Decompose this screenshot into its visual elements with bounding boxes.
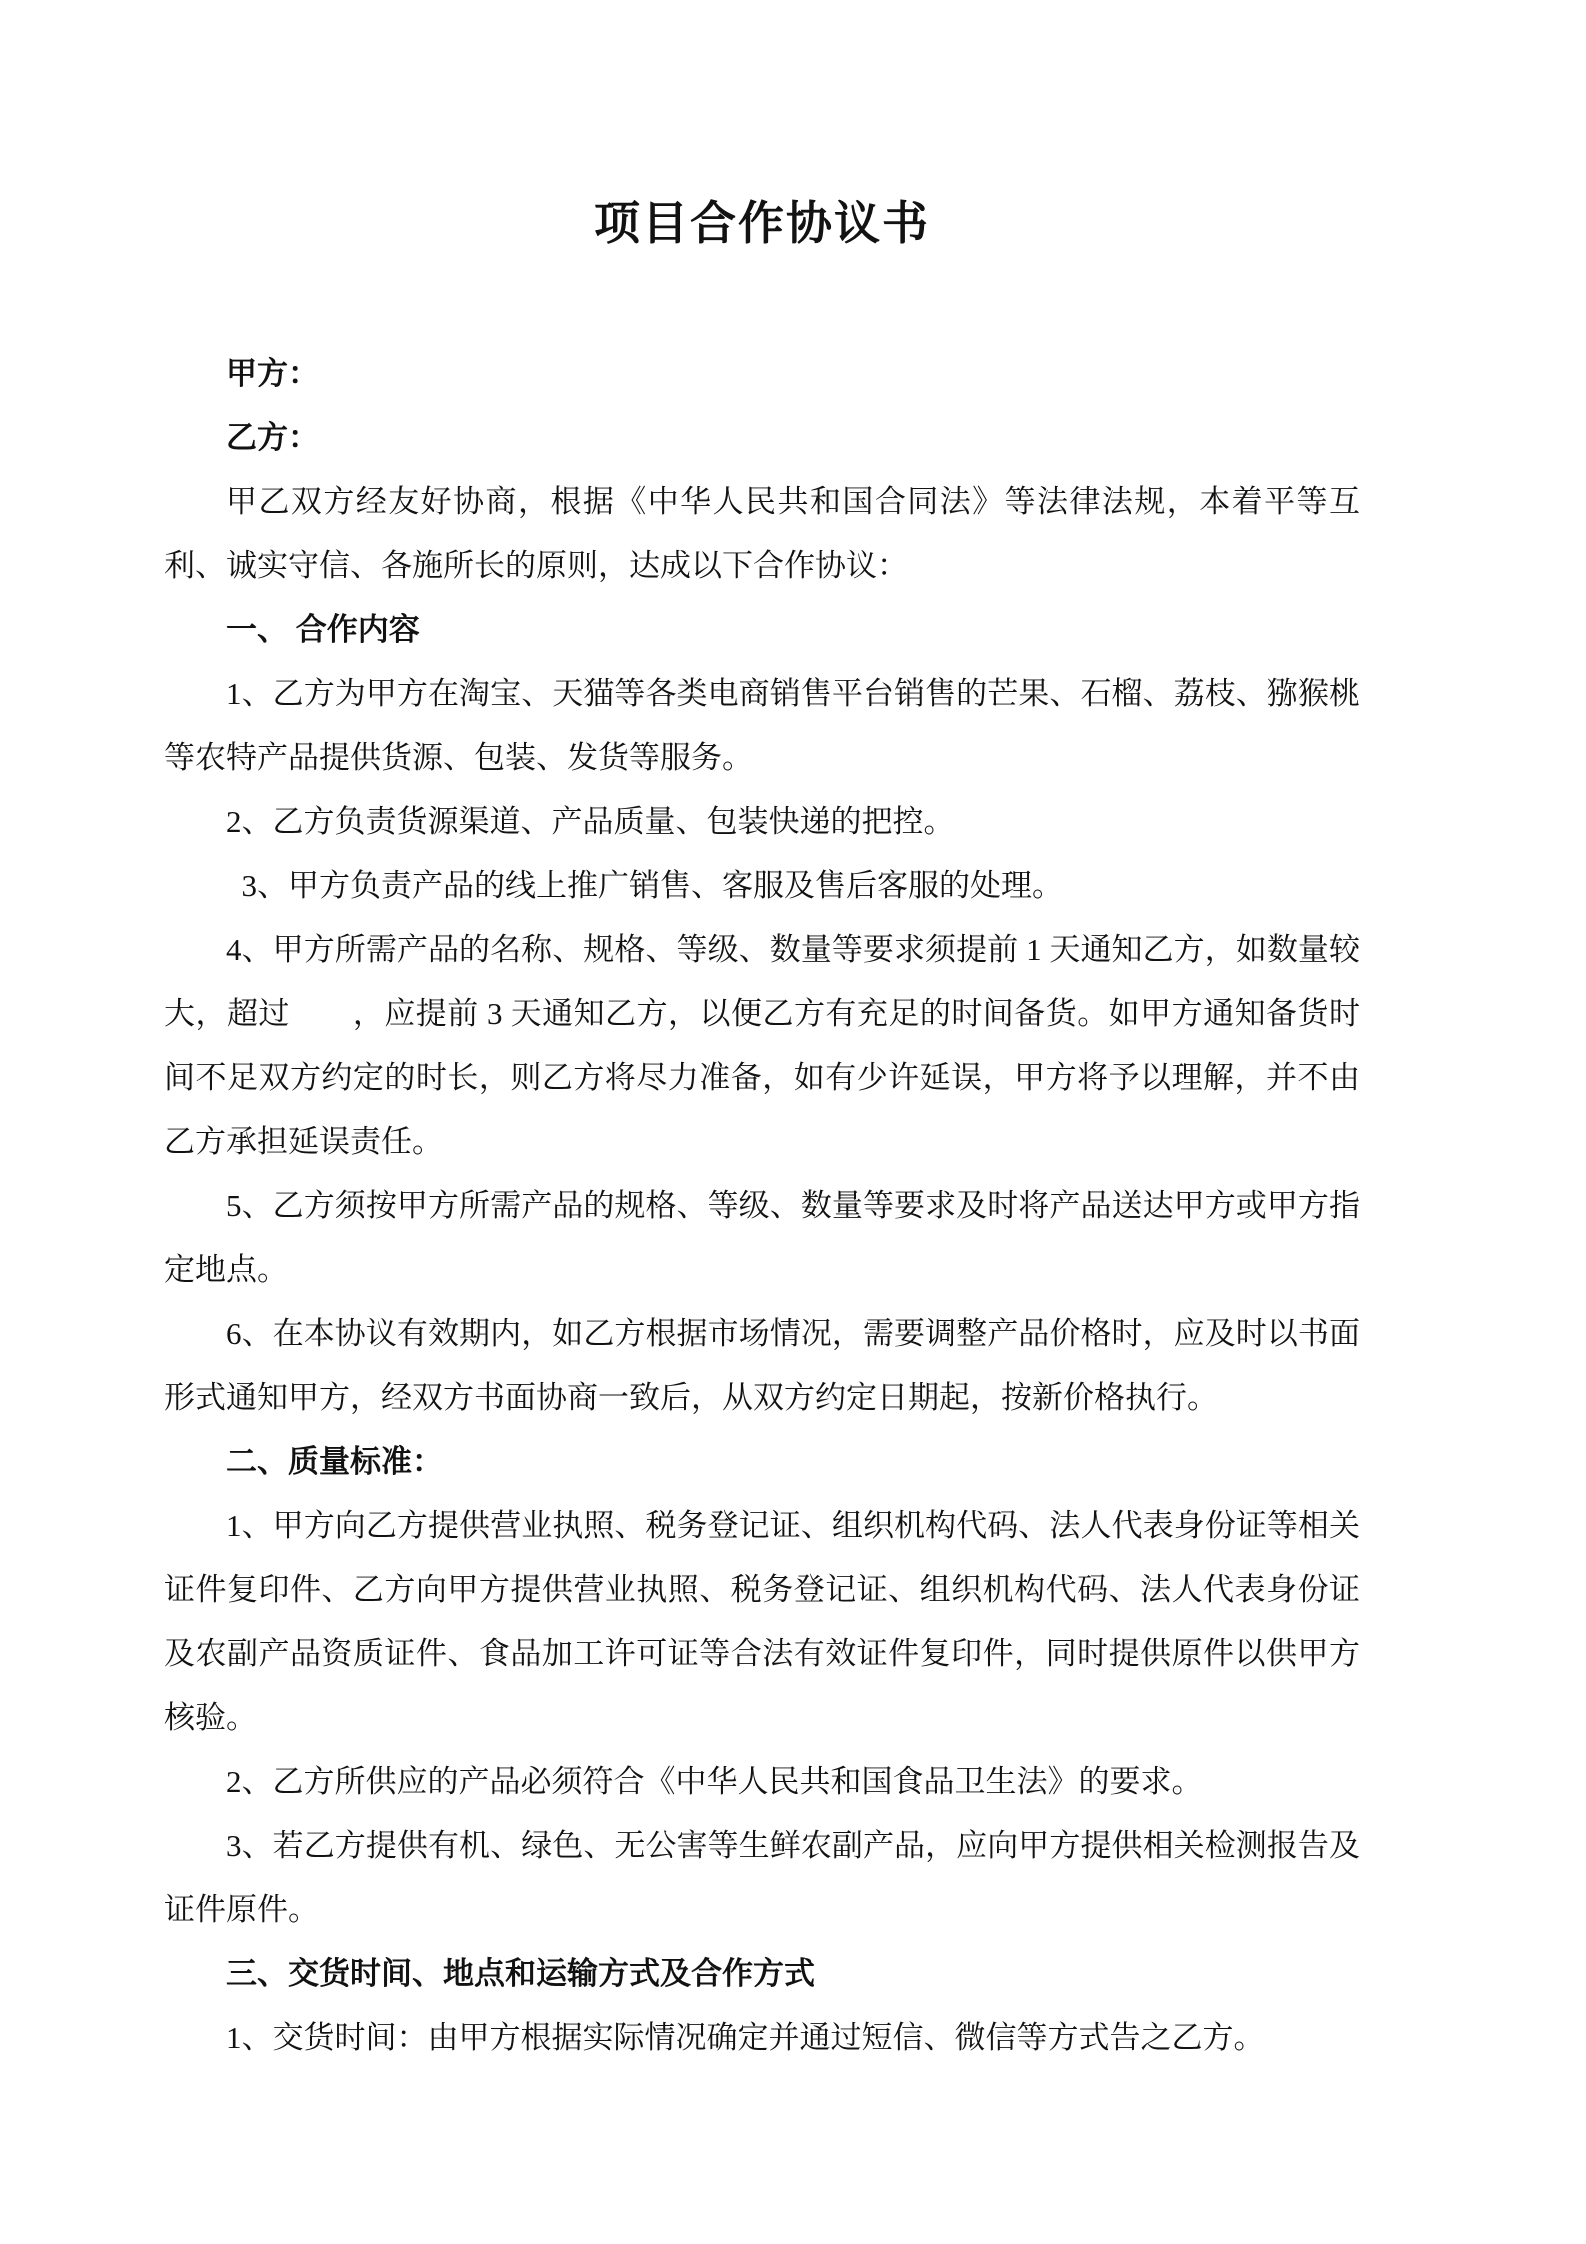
section-3-heading: 三、交货时间、地点和运输方式及合作方式 [226,1956,815,1991]
clause-2-1: 1、甲方向乙方提供营业执照、税务登记证、组织机构代码、法人代表身份证等相关证件复印件、乙方向甲方提供营业执照、税务登记证、组织机构代码、法人代表身份证及农副产品资质证件、食品加工许可证等合法有效证件复印件，同时提供原件以供甲方核验。 [164,1508,1360,1735]
clause-1-1: 1、乙方为甲方在淘宝、天猫等各类电商销售平台销售的芒果、石榴、荔枝、猕猴桃等农特产品提供货源、包装、发货等服务。 [164,676,1360,775]
document-title: 项目合作协议书 [594,198,930,249]
clause-2-3: 3、若乙方提供有机、绿色、无公害等生鲜农副产品，应向甲方提供相关检测报告及证件原件。 [164,1828,1360,1927]
clause-1-6: 6、在本协议有效期内，如乙方根据市场情况，需要调整产品价格时，应及时以书面形式通知甲方，经双方书面协商一致后，从双方约定日期起，按新价格执行。 [164,1316,1360,1415]
clause-1-3: 3、甲方负责产品的线上推广销售、客服及售后客服的处理。 [241,868,1063,903]
clause-1-5: 5、乙方须按甲方所需产品的规格、等级、数量等要求及时将产品送达甲方或甲方指定地点。 [164,1188,1360,1287]
clause-3-1: 1、交货时间：由甲方根据实际情况确定并通过短信、微信等方式告之乙方。 [226,2020,1265,2055]
party-a-line: 甲方： [226,356,319,391]
party-b-line: 乙方： [226,420,319,455]
intro-paragraph: 甲乙双方经友好协商，根据《中华人民共和国合同法》等法律法规，本着平等互利、诚实守信、各施所长的原则，达成以下合作协议： [164,484,1360,583]
clause-1-2: 2、乙方负责货源渠道、产品质量、包装快递的把控。 [226,804,955,839]
section-1-heading: 一、 合作内容 [226,612,420,647]
section-2-heading: 二、质量标准： [226,1444,443,1479]
document-body [164,342,1360,2070]
clause-1-4: 4、甲方所需产品的名称、规格、等级、数量等要求须提前 1 天通知乙方，如数量较大，超过 ，应提前 3 天通知乙方，以便乙方有充足的时间备货。如甲方通知备货时间不足双方约定的时长，则乙方将尽力准备，如有少许延误，甲方将予以理解，并不由乙方承担延误责任。 [164,932,1360,1159]
clause-2-2: 2、乙方所供应的产品必须符合《中华人民共和国食品卫生法》的要求。 [226,1764,1203,1799]
